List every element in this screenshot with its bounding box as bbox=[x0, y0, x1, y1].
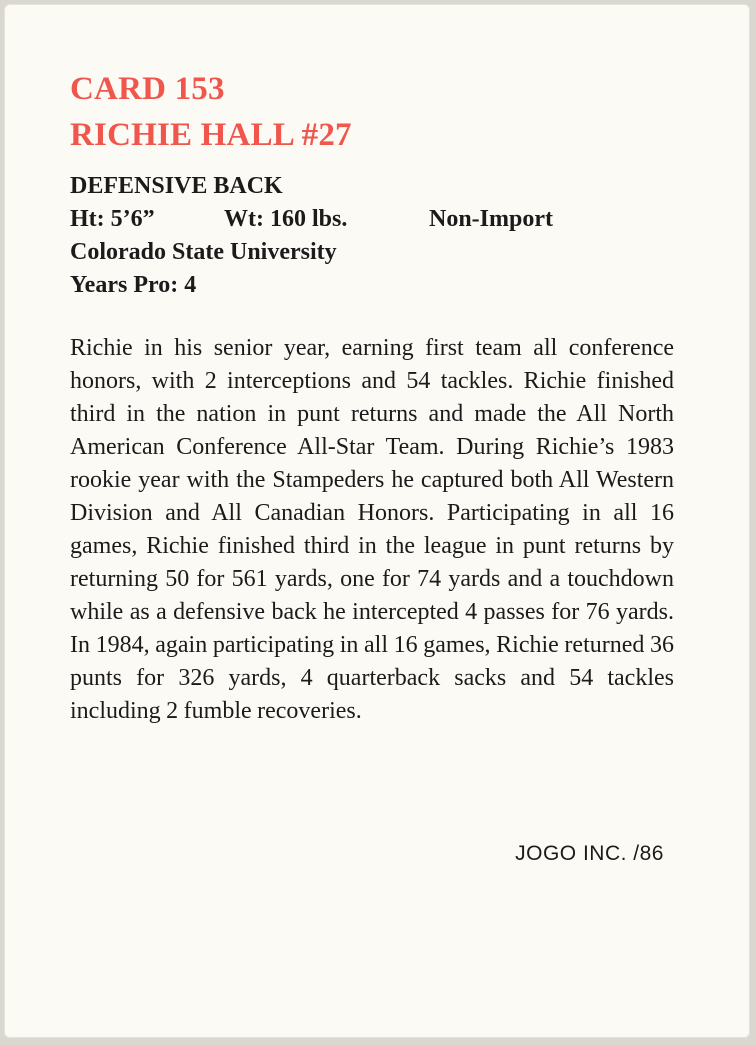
player-height: Ht: 5’6” bbox=[70, 206, 155, 232]
player-status: Non-Import bbox=[429, 206, 553, 232]
copyright-notice: JOGO INC. /86 bbox=[515, 842, 664, 865]
player-years-pro: Years Pro: 4 bbox=[70, 272, 197, 298]
trading-card-back bbox=[4, 4, 750, 1038]
player-weight: Wt: 160 lbs. bbox=[224, 206, 348, 232]
card-number: CARD 153 bbox=[70, 71, 225, 107]
player-stats-row bbox=[70, 203, 674, 236]
card-content bbox=[70, 66, 674, 752]
player-bio: Richie in his senior year, earning first team all conference honors, with 2 interceptions and 54 tackles. Richie finished third in the nation in punt returns and made the All North American Conference All-Star Team. During Richie’s 1983 rookie year with the Stampeders he captured both All Western Division and All Canadian Honors. Participating in all 16 games, Richie finished third in the league in punt returns by returning 50 for 561 yards, one for 74 yards and a touchdown while as a defensive back he intercepted 4 passes for 76 yards. In 1984, again participating in all 16 games, Richie returned 36 punts for 326 yards, 4 quarterback sacks and 54 tackles including 2 fumble recoveries. bbox=[70, 335, 674, 724]
player-info bbox=[70, 170, 674, 302]
player-position: DEFENSIVE BACK bbox=[70, 173, 283, 199]
player-college: Colorado State University bbox=[70, 239, 337, 265]
player-name: RICHIE HALL #27 bbox=[70, 117, 352, 153]
